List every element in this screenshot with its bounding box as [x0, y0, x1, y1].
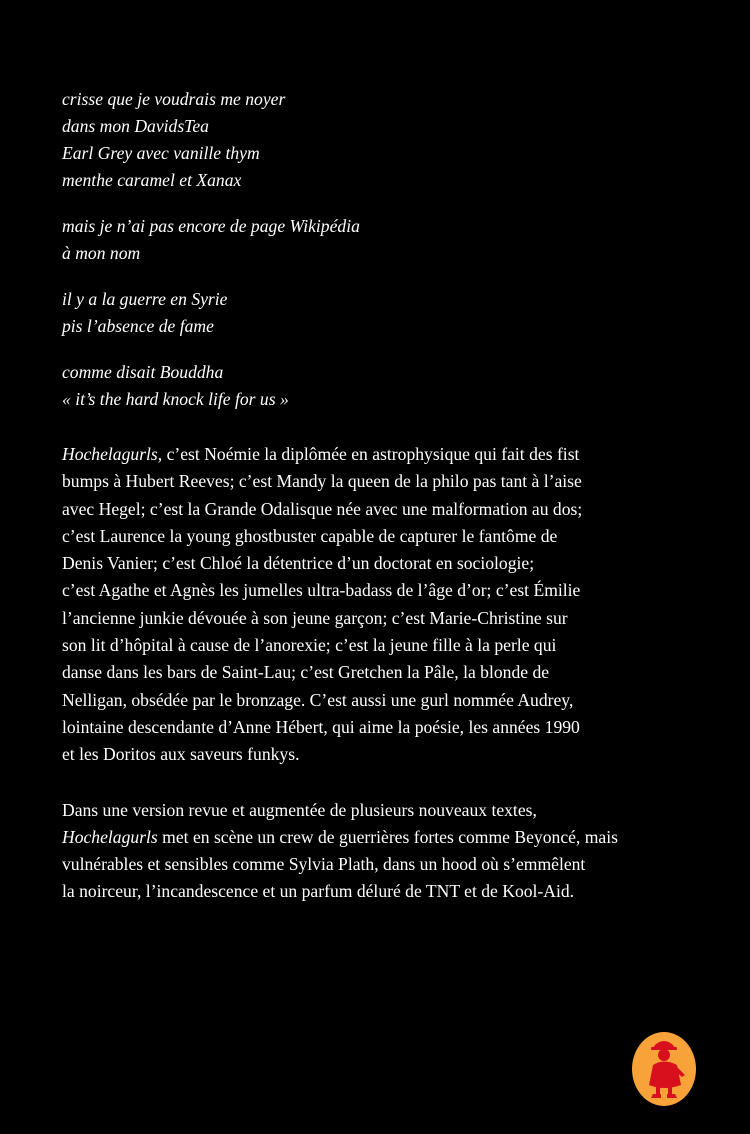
poem-stanza	[62, 359, 666, 413]
description-line: lointaine descendante d’Anne Hébert, qui aime la poésie, les années 1990	[62, 716, 580, 737]
poem-line: « it’s the hard knock life for us »	[62, 389, 289, 409]
description-paragraph	[62, 441, 666, 769]
poem-line: à mon nom	[62, 243, 141, 263]
poem-line: Earl Grey avec vanille thym	[62, 143, 260, 163]
description-text: , c’est Noémie la diplômée en astrophysique qui fait des fist	[157, 444, 580, 464]
poem-line: pis l’absence de fame	[62, 316, 214, 336]
description-line: vulnérables et sensibles comme Sylvia Plath, dans un hood où s’emmêlent	[62, 854, 586, 875]
poem-line: menthe caramel et Xanax	[62, 170, 242, 190]
poem-line: comme disait Bouddha	[62, 362, 224, 382]
description-line: la noirceur, l’incandescence et un parfum déluré de TNT et de Kool-Aid.	[62, 881, 575, 902]
description-line: Nelligan, obsédée par le bronzage. C’est aussi une gurl nommée Audrey,	[62, 689, 574, 710]
description-text: met en scène un crew de guerrières fortes comme Beyoncé, mais	[157, 826, 618, 847]
description-line: danse dans les bars de Saint-Lau; c’est Gretchen la Pâle, la blonde de	[62, 662, 550, 683]
poem-excerpt	[62, 86, 666, 413]
description-line: et les Doritos aux saveurs funkys.	[62, 744, 300, 765]
poem-line: il y a la guerre en Syrie	[62, 289, 228, 309]
poem-stanza	[62, 286, 666, 340]
book-title: Hochelagurls	[62, 444, 158, 464]
description-line: Dans une version revue et augmentée de plusieurs nouveaux textes,	[62, 799, 537, 820]
publisher-logo-icon	[631, 1031, 697, 1107]
description-line: c’est Agathe et Agnès les jumelles ultra-badass de l’âge d’or; c’est Émilie	[62, 580, 581, 601]
back-cover-text	[62, 86, 666, 934]
description-line: c’est Laurence la young ghostbuster capable de capturer le fantôme de	[62, 525, 558, 546]
description-line: l’ancienne junkie dévouée à son jeune garçon; c’est Marie-Christine sur	[62, 607, 568, 628]
poem-line: mais je n’ai pas encore de page Wikipédia	[62, 216, 360, 236]
poem-stanza	[62, 213, 666, 267]
poem-stanza	[62, 86, 666, 194]
description-line	[62, 824, 666, 851]
description-line: son lit d’hôpital à cause de l’anorexie; c’est la jeune fille à la perle qui	[62, 635, 557, 656]
poem-line: dans mon DavidsTea	[62, 116, 209, 136]
description-line	[62, 441, 666, 468]
description-paragraph	[62, 797, 666, 906]
poem-line: crisse que je voudrais me noyer	[62, 89, 286, 109]
book-description	[62, 441, 666, 906]
description-line: bumps à Hubert Reeves; c’est Mandy la queen de la philo pas tant à l’aise	[62, 471, 582, 492]
book-title: Hochelagurls	[62, 826, 158, 847]
description-line: avec Hegel; c’est la Grande Odalisque née avec une malformation au dos;	[62, 498, 583, 519]
description-line: Denis Vanier; c’est Chloé la détentrice d’un doctorat en sociologie;	[62, 553, 535, 574]
